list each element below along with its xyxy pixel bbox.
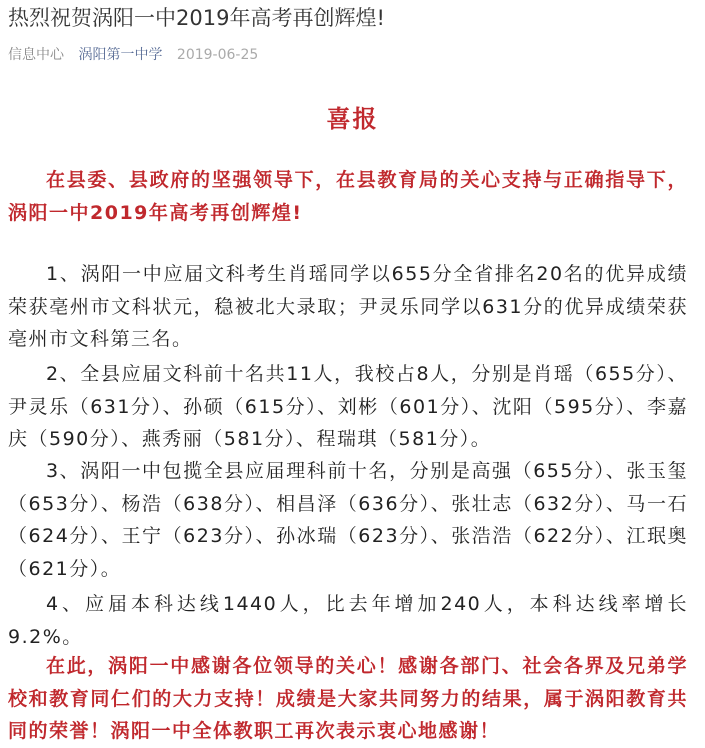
closing-paragraph: 在此，涡阳一中感谢各位领导的关心！感谢各部门、社会各界及兄弟学校和教育同仁们的大力支持！成绩是大家共同努力的结果，属于涡阳教育共同的荣誉！涡阳一中全体教职工再次表示衷心地感谢！ bbox=[8, 655, 688, 743]
announcement-heading: 喜报 bbox=[326, 105, 379, 133]
paragraph-1: 1、涡阳一中应届文科考生肖瑶同学以655分全省排名20名的优异成绩荣获亳州市文科状元，稳被北大录取；尹灵乐同学以631分的优异成绩荣获亳州市文科第三名。 bbox=[8, 263, 688, 351]
source-link[interactable]: 涡阳第一中学 bbox=[78, 47, 163, 63]
article-meta bbox=[8, 45, 268, 65]
paragraph-2: 2、全县应届文科前十名共11人，我校占8人，分别是肖瑶（655分）、尹灵乐（631分）、孙硕（615分）、刘彬（601分）、沈阳（595分）、李嘉庆（590分）、燕秀丽（581分）、程瑞琪（581分）。 bbox=[8, 363, 688, 451]
paragraph-4: 4、应届本科达线1440人，比去年增加240人，本科达线率增长9.2%。 bbox=[8, 593, 688, 648]
publish-date: 2019-06-25 bbox=[176, 47, 259, 63]
paragraph-3: 3、涡阳一中包揽全县应届理科前十名，分别是高强（655分）、张玉玺（653分）、杨浩（638分）、相昌泽（636分）、张壮志（632分）、马一石（624分）、王宁（623分）、孙冰瑞（623分）、张浩浩（622分）、江珉奥（621分）。 bbox=[8, 460, 688, 580]
category-label: 信息中心 bbox=[8, 47, 64, 63]
intro-paragraph: 在县委、县政府的坚强领导下，在县教育局的关心支持与正确指导下，涡阳一中2019年高考再创辉煌! bbox=[8, 169, 688, 224]
article-title: 热烈祝贺涡阳一中2019年高考再创辉煌! bbox=[8, 6, 385, 30]
